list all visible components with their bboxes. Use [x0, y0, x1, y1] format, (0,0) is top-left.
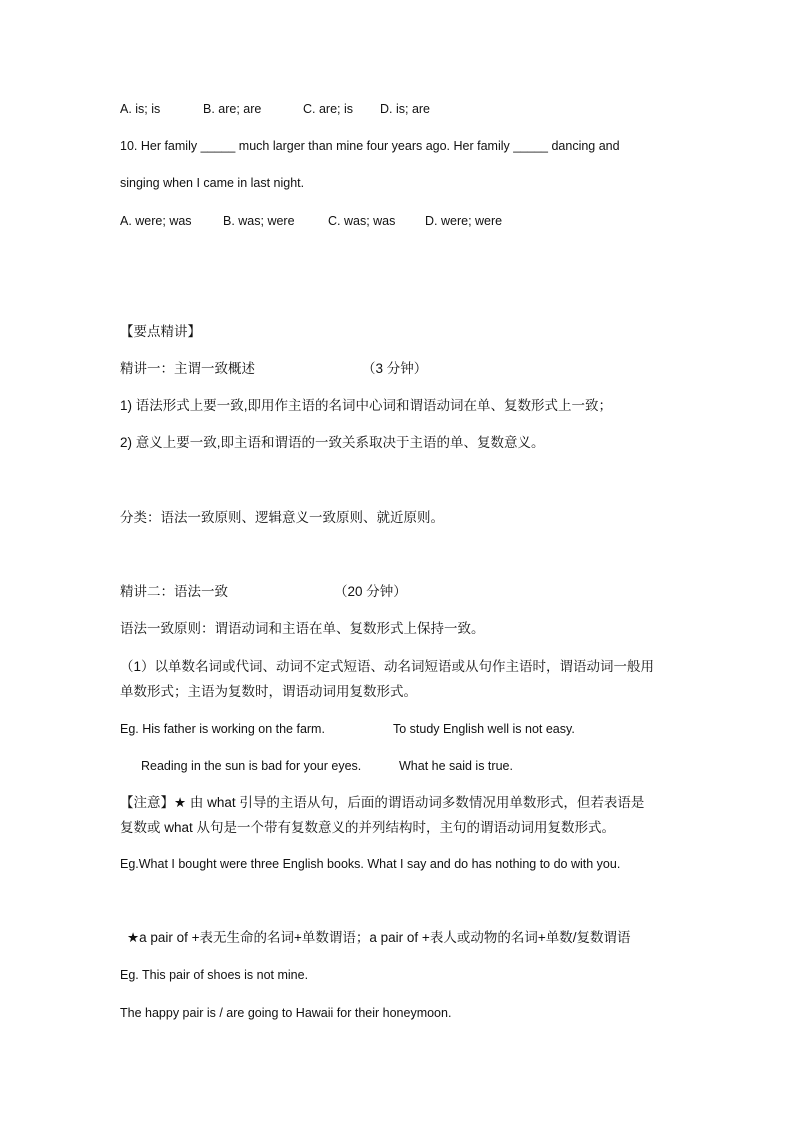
q10-stem-line1: 10. Her family _____ much larger than mine four years ago. Her family _____ dancing and: [120, 139, 620, 153]
part1-classification: 分类：语法一致原则、逻辑意义一致原则、就近原则。: [120, 510, 444, 525]
part1-title-row: [120, 361, 428, 377]
q9-option-c: C. are; is: [303, 102, 354, 116]
q9-option-b: B. are; are: [203, 102, 262, 116]
note-line2: 复数或 what 从句是一个带有复数意义的并列结构时，主句的谓语动词用复数形式。: [120, 820, 616, 835]
q10-option-c: C. was; was: [328, 214, 396, 228]
example-row-2: [141, 758, 513, 774]
part1-point1: 1) 语法形式上要一致,即用作主语的名词中心词和谓语动词在单、复数形式上一致；: [120, 398, 613, 413]
q10-option-d: D. were; were: [425, 214, 503, 228]
part2-principle: 语法一致原则：谓语动词和主语在单、复数形式上保持一致。: [120, 621, 485, 636]
example-1a: Eg. His father is working on the farm.: [120, 722, 325, 736]
q9-option-d: D. is; are: [380, 102, 431, 116]
q10-option-b: B. was; were: [223, 214, 295, 228]
part2-title-row: [120, 584, 407, 600]
example-4: Eg. This pair of shoes is not mine.: [120, 968, 309, 982]
example-row-1: [120, 721, 575, 737]
star-rule: ★a pair of +表无生命的名词+单数谓语；a pair of +表人或动物的名词+单数/复数谓语: [127, 930, 631, 945]
q10-option-a: A. were; was: [120, 214, 192, 228]
section-heading: 【要点精讲】: [120, 324, 201, 339]
part1-title: 精讲一：主谓一致概述: [120, 361, 255, 376]
example-3: Eg.What I bought were three English books. What I say and do has nothing to do with you.: [120, 857, 621, 871]
part1-point2: 2) 意义上要一致,即主语和谓语的一致关系取决于主语的单、复数意义。: [120, 435, 545, 450]
note-line1: 【注意】★ 由 what 引导的主语从句，后面的谓语动词多数情况用单数形式，但若表语是: [120, 795, 645, 810]
part2-title: 精讲二：语法一致: [120, 584, 228, 599]
rule1-line1: （1）以单数名词或代词、动词不定式短语、动名词短语或从句作主语时，谓语动词一般用: [120, 659, 655, 674]
rule1-line2: 单数形式；主语为复数时，谓语动词用复数形式。: [120, 684, 417, 699]
example-2a: Reading in the sun is bad for your eyes.: [141, 759, 362, 773]
q9-option-a: A. is; is: [120, 102, 161, 116]
part1-time: （3 分钟）: [362, 361, 428, 376]
q10-stem-line2: singing when I came in last night.: [120, 176, 305, 190]
example-1b: To study English well is not easy.: [393, 722, 575, 736]
part2-time: （20 分钟）: [334, 584, 407, 599]
example-2b: What he said is true.: [399, 759, 513, 773]
example-5: The happy pair is / are going to Hawaii for their honeymoon.: [120, 1006, 452, 1020]
